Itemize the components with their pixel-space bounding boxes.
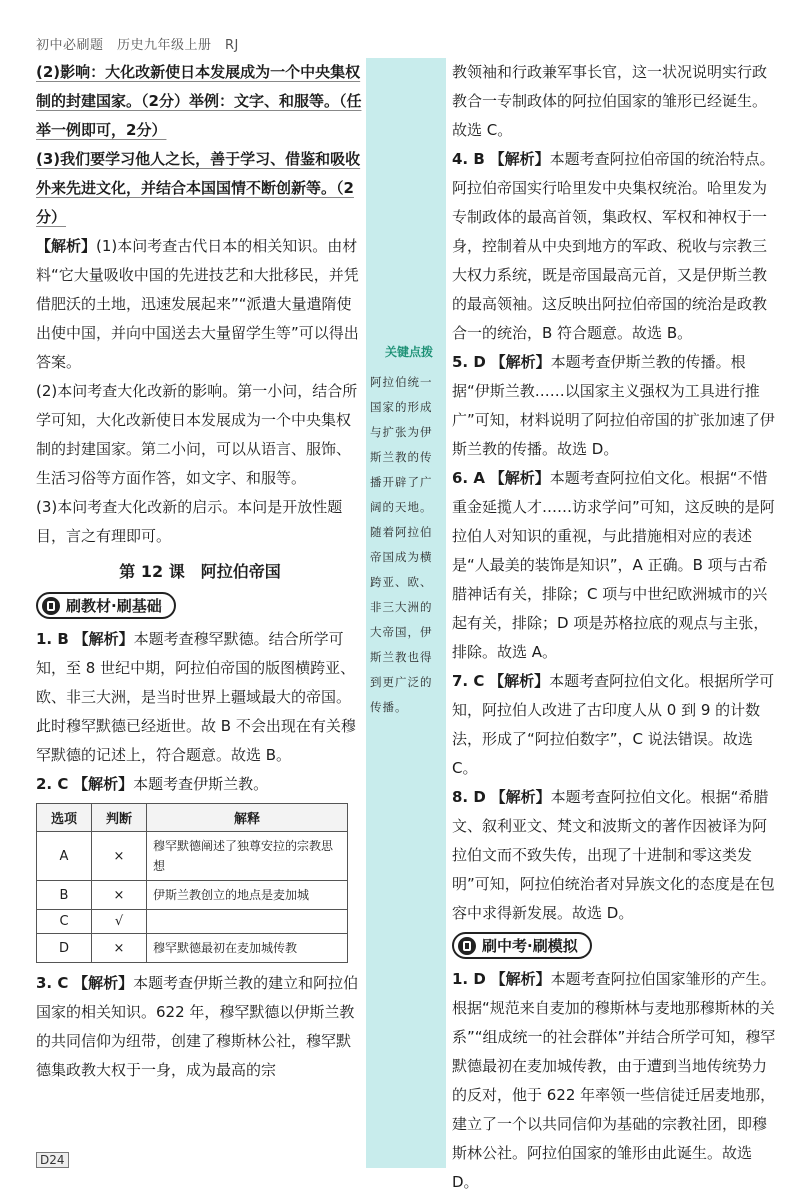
table-row: C √ bbox=[37, 910, 348, 934]
key-point-sidebar bbox=[366, 58, 446, 1168]
question-3-continued: 教领袖和行政兼军事长官，这一状况说明实行政教合一专制政体的阿拉伯国家的雏形已经诞生。故选 C。 bbox=[452, 63, 768, 139]
exam-question-1: 1. D 【解析】本题考查阿拉伯国家雏形的产生。根据“规范来自麦加的穆斯林与麦地那穆斯林的关系”“组成统一的社会群体”并结合所学可知，穆罕默德最初在麦加城传教，由于遭到当地传统势力的反对，他于 622 年率领一些信徒迁居麦地那，建立了一个以共同信仰为基础的宗教社团，即穆斯林公社。阿拉伯国家的雏形由此诞生。故选 D。 bbox=[452, 970, 776, 1191]
section-banner-exam: 刷中考·刷模拟 bbox=[452, 932, 592, 959]
book-icon bbox=[458, 937, 476, 955]
table-row: B × 伊斯兰教创立的地点是麦加城 bbox=[37, 881, 348, 910]
question-7: 7. C 【解析】本题考查阿拉伯文化。根据所学可知，阿拉伯人改进了古印度人从 0 到 9 的计数法，形成了“阿拉伯数字”，C 说法错误。故选 C。 bbox=[452, 672, 775, 777]
right-column bbox=[452, 58, 780, 1197]
left-column bbox=[36, 58, 364, 1085]
answer-3: (3)我们要学习他人之长，善于学习、借鉴和吸收外来先进文化，并结合本国国情不断创新等。（2分） bbox=[36, 150, 361, 226]
question-6: 6. A 【解析】本题考查阿拉伯文化。根据“不惜重金延揽人才……访求学问”可知，这反映的是阿拉伯人对知识的重视，与此措施相对应的表述是“人最美的装饰是知识”，A 正确。B 项与古希腊神话有关，排除；C 项与中世纪欧洲城市的兴起有关，排除；D 项是苏格拉底的观点与主张，排除。故选 A。 bbox=[452, 469, 775, 661]
question-2: 2. C 【解析】本题考查伊斯兰教。 bbox=[36, 775, 269, 793]
key-point-title: 关键点拨 bbox=[384, 345, 433, 359]
analysis-3: (3)本问考查大化改新的启示。本问是开放性题目，言之有理即可。 bbox=[36, 498, 343, 545]
answer-2: (2)影响：大化改新使日本发展成为一个中央集权制的封建国家。（2分）举例：文字、和服等。（任举一例即可，2分） bbox=[36, 63, 362, 139]
key-point-body: 阿拉伯统一国家的形成与扩张为伊斯兰教的传播开辟了广阔的天地。随着阿拉伯帝国成为横跨亚、欧、非三大洲的大帝国，伊斯兰教也得到更广泛的传播。 bbox=[370, 375, 433, 714]
question-1: 1. B 【解析】本题考查穆罕默德。结合所学可知，至 8 世纪中期，阿拉伯帝国的版图横跨亚、欧、非三大洲，是当时世界上疆域最大的帝国。此时穆罕默德已经逝世。故 B 不会出现在有关穆罕默德的记述上，符合题意。故选 B。 bbox=[36, 630, 356, 764]
question-5: 5. D 【解析】本题考查伊斯兰教的传播。根据“伊斯兰教……以国家主义强权为工具进行推广”可知，材料说明了阿拉伯帝国的扩张加速了伊斯兰教的传播。故选 D。 bbox=[452, 353, 775, 458]
analysis-tag: 【解析】 bbox=[36, 237, 97, 255]
table-row: D × 穆罕默德最初在麦加城传教 bbox=[37, 934, 348, 963]
page-header: 初中必刷题 历史九年级上册 RJ bbox=[36, 38, 239, 53]
analysis-2: (2)本问考查大化改新的影响。第一小问，结合所学可知，大化改新使日本发展成为一个中央集权制的封建国家。第二小问，可以从语言、服饰、生活习俗等方面作答，如文字、和服等。 bbox=[36, 382, 358, 487]
table-header: 解释 bbox=[147, 804, 348, 832]
page-number: D24 bbox=[36, 1152, 69, 1168]
analysis-1: 【解析】(1)本问考查古代日本的相关知识。由材料“它大量吸收中国的先进技艺和大批移民，并凭借肥沃的土地，迅速发展起来”“派遣大量遣隋使出使中国，并向中国送去大量留学生等”可以得出答案。 bbox=[36, 237, 359, 371]
table-header: 选项 bbox=[37, 804, 92, 832]
question-4: 4. B 【解析】本题考查阿拉伯帝国的统治特点。阿拉伯帝国实行哈里发中央集权统治。哈里发为专制政体的最高首领，集政权、军权和神权于一身，控制着从中央到地方的军政、税收与宗教三大权力系统，既是帝国最高元首，又是伊斯兰教的最高领袖。这反映出阿拉伯帝国的统治是政教合一的统治，B 符合题意。故选 B。 bbox=[452, 150, 775, 342]
explanation-table bbox=[36, 803, 348, 963]
section-banner-basics: 刷教材·刷基础 bbox=[36, 592, 176, 619]
lesson-title: 第 12 课 阿拉伯帝国 bbox=[119, 562, 281, 581]
table-row: A × 穆罕默德阐述了独尊安拉的宗教思想 bbox=[37, 832, 348, 881]
book-icon bbox=[42, 597, 60, 615]
table-header: 判断 bbox=[92, 804, 147, 832]
question-3: 3. C 【解析】本题考查伊斯兰教的建立和阿拉伯国家的相关知识。622 年，穆罕默德以伊斯兰教的共同信仰为纽带，创建了穆斯林公社，穆罕默德集政教大权于一身，成为最高的宗 bbox=[36, 974, 359, 1079]
question-8: 8. D 【解析】本题考查阿拉伯文化。根据“希腊文、叙利亚文、梵文和波斯文的著作因被译为阿拉伯文而不致失传，出现了十进制和零这类发明”可知，阿拉伯统治者对异族文化的态度是在包容中求得新发展。故选 D。 bbox=[452, 788, 775, 922]
